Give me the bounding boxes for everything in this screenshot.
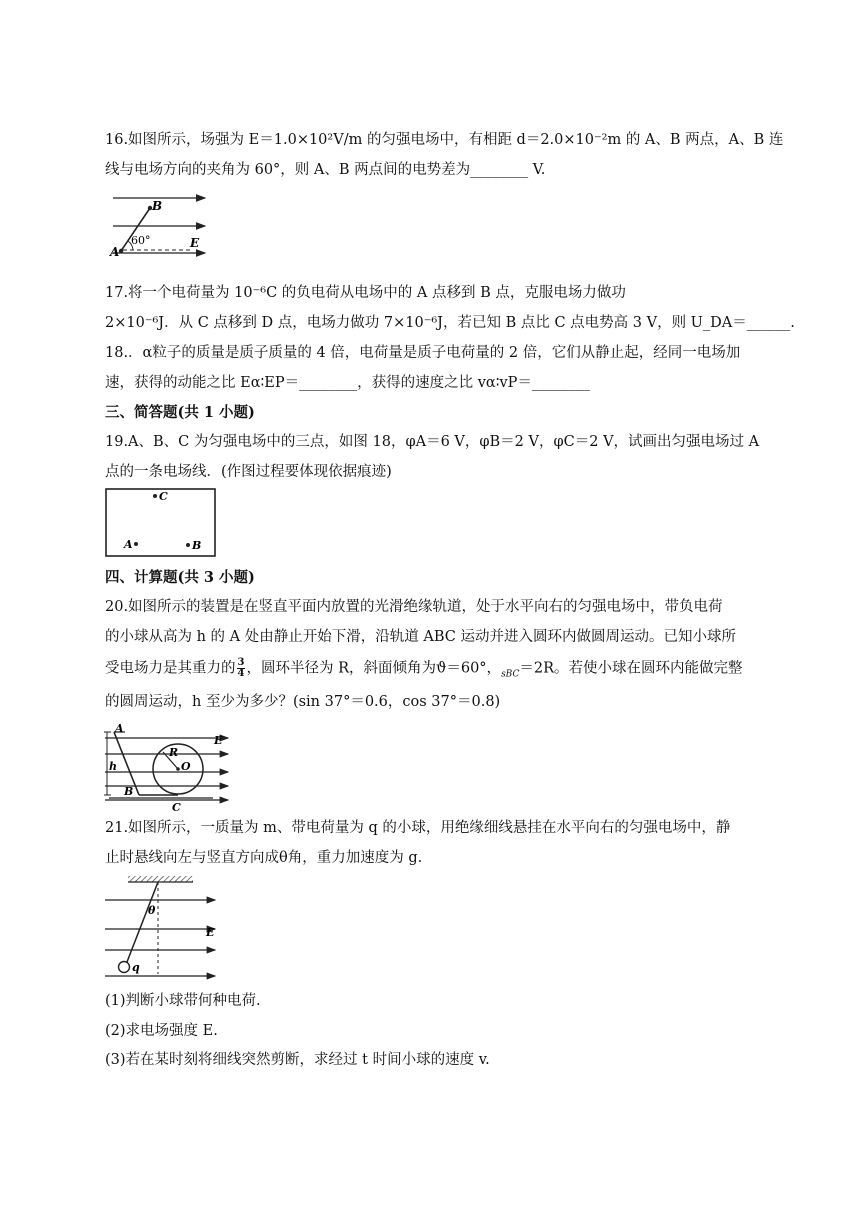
- point-c: [153, 494, 157, 498]
- q20-track-diagram: [103, 720, 233, 812]
- fraction: [237, 658, 246, 679]
- section-3-heading: 三、简答题(共 1 小题): [105, 404, 255, 421]
- label-h: h: [109, 760, 117, 773]
- q21-text-line-2: 止时悬线向左与竖直方向成θ角，重力加速度为 g.: [105, 850, 423, 866]
- label-a: A: [115, 722, 124, 735]
- q21-text-line-1: 21.如图所示，一质量为 m、带电荷量为 q 的小球，用绝缘细线悬挂在水平向右的匀强电场中，静: [105, 820, 731, 836]
- ceiling-hatch: [128, 876, 193, 882]
- label-q: q: [132, 961, 140, 974]
- point-a: [119, 249, 123, 253]
- sbc-symbol: sBC: [501, 669, 520, 680]
- label-a: A: [110, 245, 120, 259]
- fraction-numerator: 3: [237, 657, 245, 668]
- q21-sub-question-3: (3)若在某时刻将细线突然剪断，求经过 t 时间小球的速度 v.: [105, 1052, 490, 1068]
- point-a: [134, 542, 138, 546]
- label-r: R: [169, 746, 179, 759]
- label-b: B: [192, 539, 202, 552]
- q20-line-3-part-2: ，圆环半径为 R，斜面倾角为ϑ＝60°，: [246, 660, 502, 677]
- label-b: B: [152, 199, 163, 213]
- label-e: E: [190, 236, 200, 250]
- q20-line-3-part-1: 受电场力是其重力的: [105, 660, 236, 677]
- q16-field-diagram: [105, 188, 215, 268]
- q16-text-line-1: 16.如图所示，场强为 E＝1.0×10²V/m 的匀强电场中，有相距 d＝2.0×10⁻²m 的 A、B 两点，A、B 连: [105, 132, 784, 148]
- q18-text-line-1: 18.．α粒子的质量是质子质量的 4 倍，电荷量是质子电荷量的 2 倍，它们从静止起，经同一电场加: [105, 345, 741, 361]
- q16-text-line-2: 线与电场方向的夹角为 60°，则 A、B 两点间的电势差为________ V.: [105, 162, 546, 178]
- q20-text-line-4: 的圆周运动，h 至少为多少？(sin 37°＝0.6，cos 37°＝0.8): [105, 694, 501, 710]
- charged-ball: [119, 962, 130, 973]
- q19-points-diagram: [105, 488, 217, 558]
- q17-text-line-2: 2×10⁻⁶J．从 C 点移到 D 点，电场力做功 7×10⁻⁶J，若已知 B 点比 C 点电势高 3 V，则 U_DA＝______.: [105, 315, 795, 331]
- label-a: A: [124, 538, 133, 551]
- center-o: [176, 767, 180, 771]
- q19-text-line-2: 点的一条电场线．(作图过程要体现依据痕迹): [105, 464, 392, 480]
- fraction-denominator: 4: [237, 668, 245, 679]
- q21-pendulum-diagram: [103, 874, 223, 982]
- label-e: E: [206, 926, 215, 939]
- label-b: B: [124, 785, 134, 798]
- q20-text-line-2: 的小球从高为 h 的 A 处由静止开始下滑，沿轨道 ABC 运动并进入圆环内做圆周运动。已知小球所: [105, 629, 736, 645]
- q17-text-line-1: 17.将一个电荷量为 10⁻⁶C 的负电荷从电场中的 A 点移到 B 点，克服电场力做功: [105, 285, 626, 301]
- label-c: C: [172, 801, 181, 812]
- q19-text-line-1: 19.A、B、C 为匀强电场中的三点，如图 18，φA＝6 V，φB＝2 V，φC＝2 V，试画出匀强电场过 A: [105, 434, 760, 450]
- q21-sub-question-1: (1)判断小球带何种电荷.: [105, 993, 261, 1009]
- label-e: E: [214, 734, 223, 747]
- section-4-heading: 四、计算题(共 3 小题): [105, 569, 255, 586]
- label-o: O: [181, 760, 191, 773]
- q20-text-line-3: [105, 658, 760, 684]
- label-angle: 60°: [131, 234, 151, 247]
- q20-text-line-1: 20.如图所示的装置是在竖直平面内放置的光滑绝缘轨道，处于水平向右的匀强电场中，带负电荷: [105, 599, 723, 615]
- q21-sub-question-2: (2)求电场强度 E.: [105, 1023, 218, 1039]
- label-theta: θ: [148, 904, 156, 917]
- q18-text-line-2: 速，获得的动能之比 Eα∶EP＝________，获得的速度之比 vα∶vP＝________: [105, 375, 590, 391]
- point-b: [186, 543, 190, 547]
- label-c: C: [159, 490, 168, 503]
- q20-line-3-part-3: ＝2R。若使小球在圆环内能做完整: [519, 660, 743, 677]
